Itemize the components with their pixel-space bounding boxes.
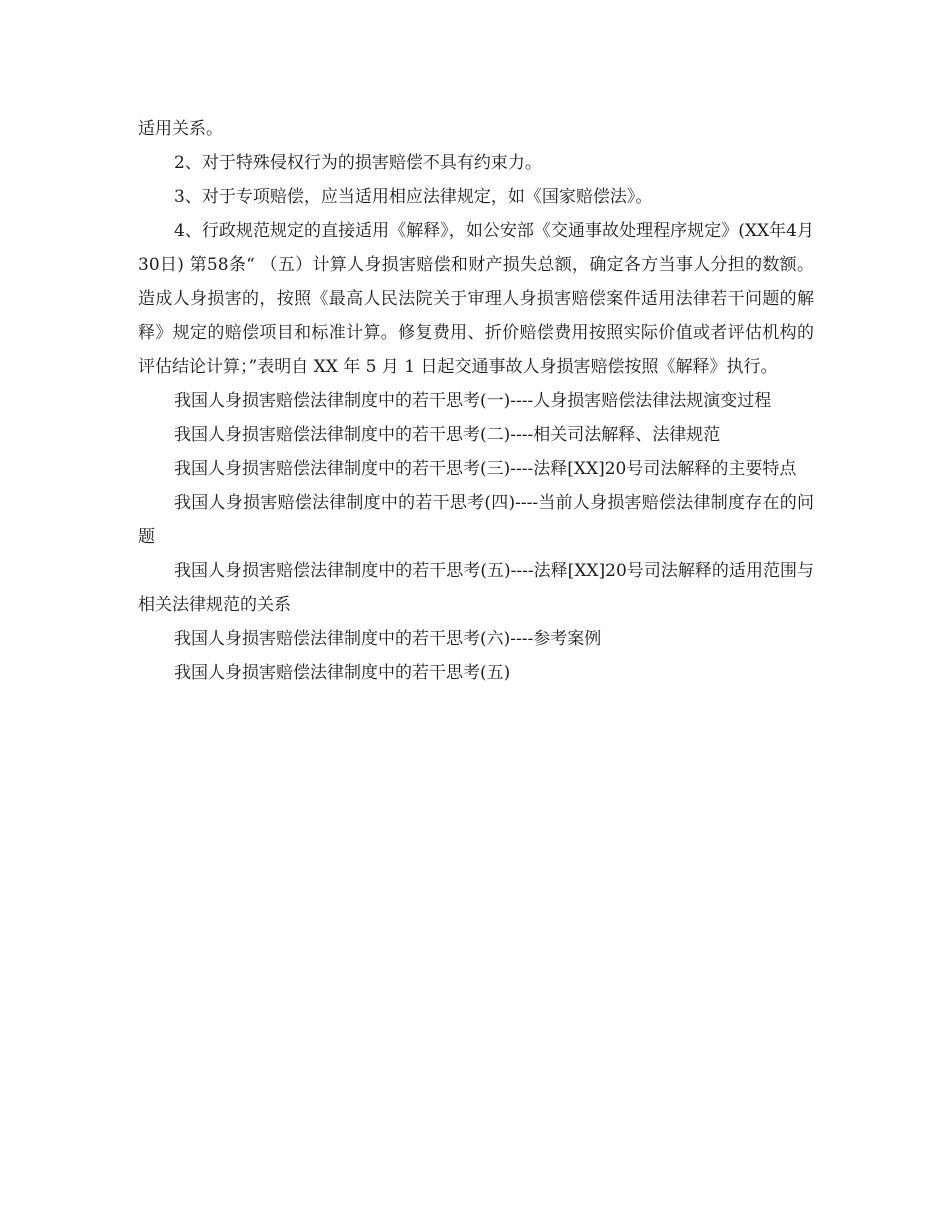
paragraph-item-2: 2、对于特殊侵权行为的损害赔偿不具有约束力。 xyxy=(174,153,542,173)
article-link-2[interactable]: 我国人身损害赔偿法律制度中的若干思考(二)----相关司法解释、法律规范 xyxy=(174,425,721,445)
article-title-current: 我国人身损害赔偿法律制度中的若干思考(五) xyxy=(174,663,511,683)
article-link-5[interactable]: 我国人身损害赔偿法律制度中的若干思考(五)----法释[XX]20号司法解释的适用范围与相关法律规范的关系 xyxy=(138,561,814,615)
article-link-1[interactable]: 我国人身损害赔偿法律制度中的若干思考(一)----人身损害赔偿法律法规演变过程 xyxy=(174,391,772,411)
paragraph-item-3: 3、对于专项赔偿，应当适用相应法律规定，如《国家赔偿法》。 xyxy=(174,187,653,207)
document-page xyxy=(138,112,814,690)
paragraph-item-4: 4、行政规范规定的直接适用《解释》，如公安部《交通事故处理程序规定》(XX年4月30日) 第58条“ （五）计算人身损害赔偿和财产损失总额，确定各方当事人分担的数额。造成人身损害的，按照《最高人民法院关于审理人身损害赔偿案件适用法律若干问题的解释》规定的赔偿项目和标准计算。修复费用、折价赔偿费用按照实际价值或者评估机构的评估结论计算；”表明自 XX 年 5 月 1 日起交通事故人身损害赔偿按照《解释》执行。 xyxy=(138,221,814,377)
article-link-6[interactable]: 我国人身损害赔偿法律制度中的若干思考(六)----参考案例 xyxy=(174,629,602,649)
article-link-3[interactable]: 我国人身损害赔偿法律制度中的若干思考(三)----法释[XX]20号司法解释的主要特点 xyxy=(174,459,797,479)
paragraph-continuation: 适用关系。 xyxy=(138,119,223,139)
article-link-4[interactable]: 我国人身损害赔偿法律制度中的若干思考(四)----当前人身损害赔偿法律制度存在的问题 xyxy=(138,493,814,547)
